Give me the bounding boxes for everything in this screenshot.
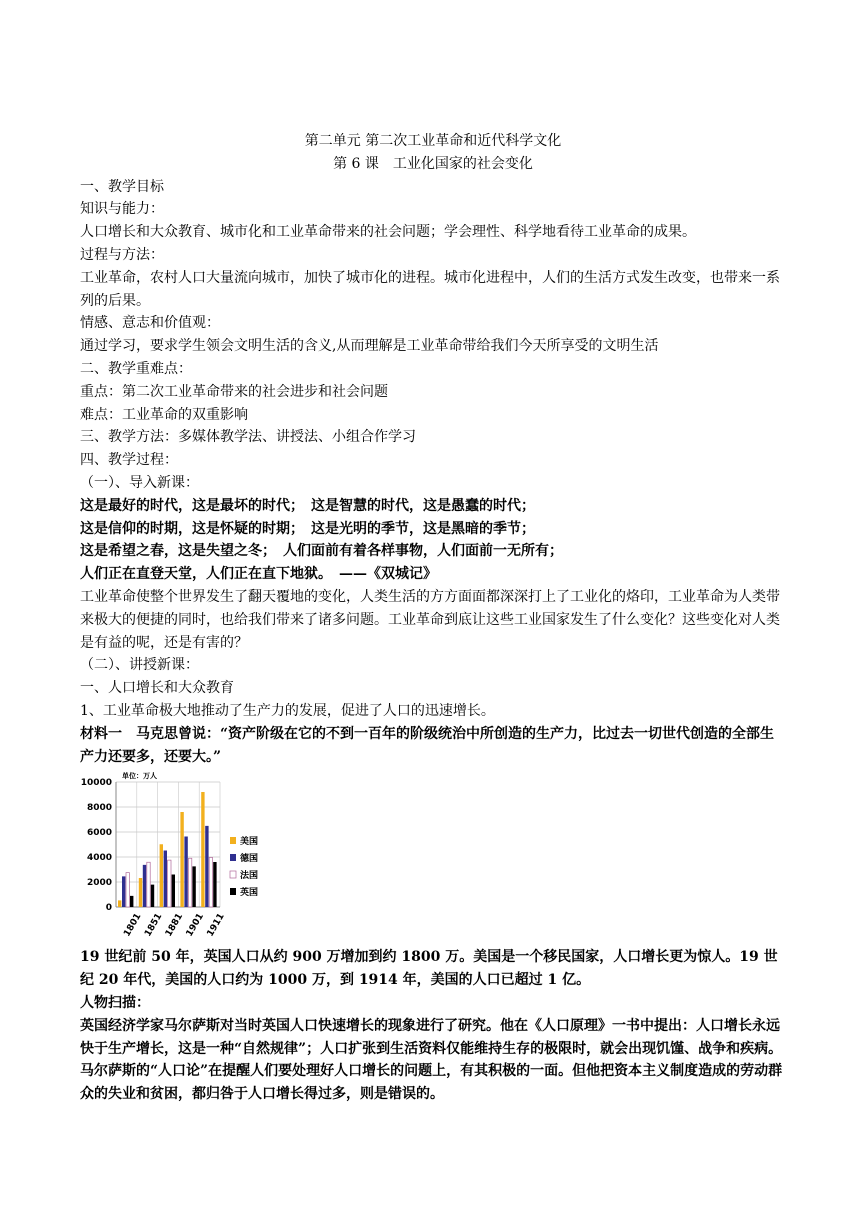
text-line: 材料一 马克思曾说：“资产阶级在它的不到一百年的阶级统治中所创造的生产力，比过去一切世代创造的全部生产力还要多，还要大。” [80,725,775,765]
text-line: 1、工业革命极大地推动了生产力的发展，促进了人口的迅速增长。 [80,702,495,719]
bar-1801-3 [130,896,133,907]
legend-swatch [230,837,236,844]
bar-1801-2 [126,873,129,907]
text-line: 过程与方法： [80,246,164,263]
text-line: 重点：第二次工业革命带来的社会进步和社会问题 [80,383,388,400]
text-line: 知识与能力： [80,201,164,218]
legend-swatch [230,871,236,878]
text-line: 人物扫描： [80,994,150,1011]
text-line: 工业革命，农村人口大量流向城市，加快了城市化的进程。城市化进程中，人们的生活方式发生改变，也带来一系列的后果。 [80,269,780,309]
text-line: 难点：工业革命的双重影响 [80,406,248,423]
bar-1881-3 [172,875,175,908]
bar-1851-3 [151,885,154,907]
text-line: 人口增长和大众教育、城市化和工业革命带来的社会问题；学会理性、科学地看待工业革命的成果。 [80,224,696,241]
text-line: 情感、意志和价值观： [80,315,220,332]
chart-unit-label: 单位：万人 [122,772,157,781]
text-line: 一、人口增长和大众教育 [80,680,234,697]
text-line: 二、教学重难点： [80,360,192,377]
bar-1901-0 [180,812,183,907]
document-body [80,130,786,1106]
y-tick-label: 2000 [86,878,112,889]
bar-1881-1 [164,851,167,908]
text-line: 英国经济学家马尔萨斯对当时英国人口快速增长的现象进行了研究。他在《人口原理》一书中提出：人口增长永远快于生产增长，这是一种“自然规律”；人口扩张到生活资料仅能维持生存的极限时，就会出现饥馑、战争和疾病。马尔萨斯的“人口论”在提醒人们要处理好人口增长的问题上，有其积极的一面。但他把资本主义制度造成的劳动群众的失业和贫困，都归咎于人口增长得过多，则是错误的。 [80,1017,783,1103]
population-chart [80,770,786,942]
legend-swatch [230,854,236,861]
bar-1851-0 [139,878,142,907]
bar-1801-1 [122,877,125,908]
y-tick-label: 8000 [86,803,112,814]
lesson-title: 第 6 课 工业化国家的社会变化 [333,155,533,172]
text-line: 三、教学方法：多媒体教学法、讲授法、小组合作学习 [80,429,416,446]
population-bar-chart [80,770,786,942]
bar-1801-0 [118,901,121,908]
legend-label: 法国 [240,871,259,882]
bar-1901-3 [192,867,195,908]
bar-1901-2 [188,859,191,908]
section-before-chart [80,176,786,769]
legend-label: 美国 [240,837,259,848]
x-tick-label: 1851 [143,912,165,939]
bar-1901-1 [184,837,187,908]
x-tick-label: 1801 [122,912,144,939]
section-after-chart [80,946,786,1106]
text-line: 这是希望之春，这是失望之冬； 人们面前有着各样事物，人们面前一无所有； [80,543,563,560]
bar-1851-2 [147,863,150,908]
text-line: 四、教学过程： [80,452,178,469]
text-line: 19 世纪前 50 年，英国人口从约 900 万增加到约 1800 万。美国是一个移民国家，人口增长更为惊人。19 世纪 20 年代，美国的人口约为 1000 万，到 1914 年，美国的人口已超过 1 亿。 [80,949,778,989]
y-tick-label: 6000 [86,828,112,839]
bar-1911-3 [213,862,216,907]
text-line: 通过学习，要求学生领会文明生活的含义,从而理解是工业革命带给我们今天所享受的文明生活 [80,338,659,355]
text-line: （二）、讲授新课： [80,657,199,674]
text-line: 这是信仰的时期，这是怀疑的时期； 这是光明的季节，这是黑暗的季节； [80,520,535,537]
text-line: 工业革命使整个世界发生了翻天覆地的变化，人类生活的方方面面都深深打上了工业化的烙印，工业革命为人类带来极大的便捷的同时，也给我们带来了诸多问题。工业革命到底让这些工业国家发生了什么变化？这些变化对人类是有益的呢，还是有害的？ [80,588,780,651]
x-tick-label: 1881 [163,912,186,939]
legend-label: 德国 [240,854,259,865]
text-line: 一、教学目标 [80,178,164,195]
y-tick-label: 0 [105,903,112,914]
x-tick-label: 1901 [184,912,206,939]
document-title: 第二单元 第二次工业革命和近代科学文化 [304,133,562,149]
bar-1881-2 [168,860,171,907]
y-tick-label: 4000 [86,853,112,864]
bar-1911-1 [205,826,208,907]
y-tick-label: 10000 [80,778,112,789]
x-tick-label: 1911 [205,912,227,939]
legend-swatch [230,888,236,895]
bar-1911-2 [209,858,212,908]
bar-1851-1 [143,865,146,907]
bar-1881-0 [160,845,163,908]
text-line: 人们正在直登天堂，人们正在直下地狱。 ——《双城记》 [80,566,437,583]
legend-label: 英国 [240,888,259,899]
text-line: （一）、导入新课： [80,474,199,491]
text-line: 这是最好的时代，这是最坏的时代； 这是智慧的时代，这是愚蠢的时代； [80,497,535,514]
bar-1911-0 [201,792,204,907]
